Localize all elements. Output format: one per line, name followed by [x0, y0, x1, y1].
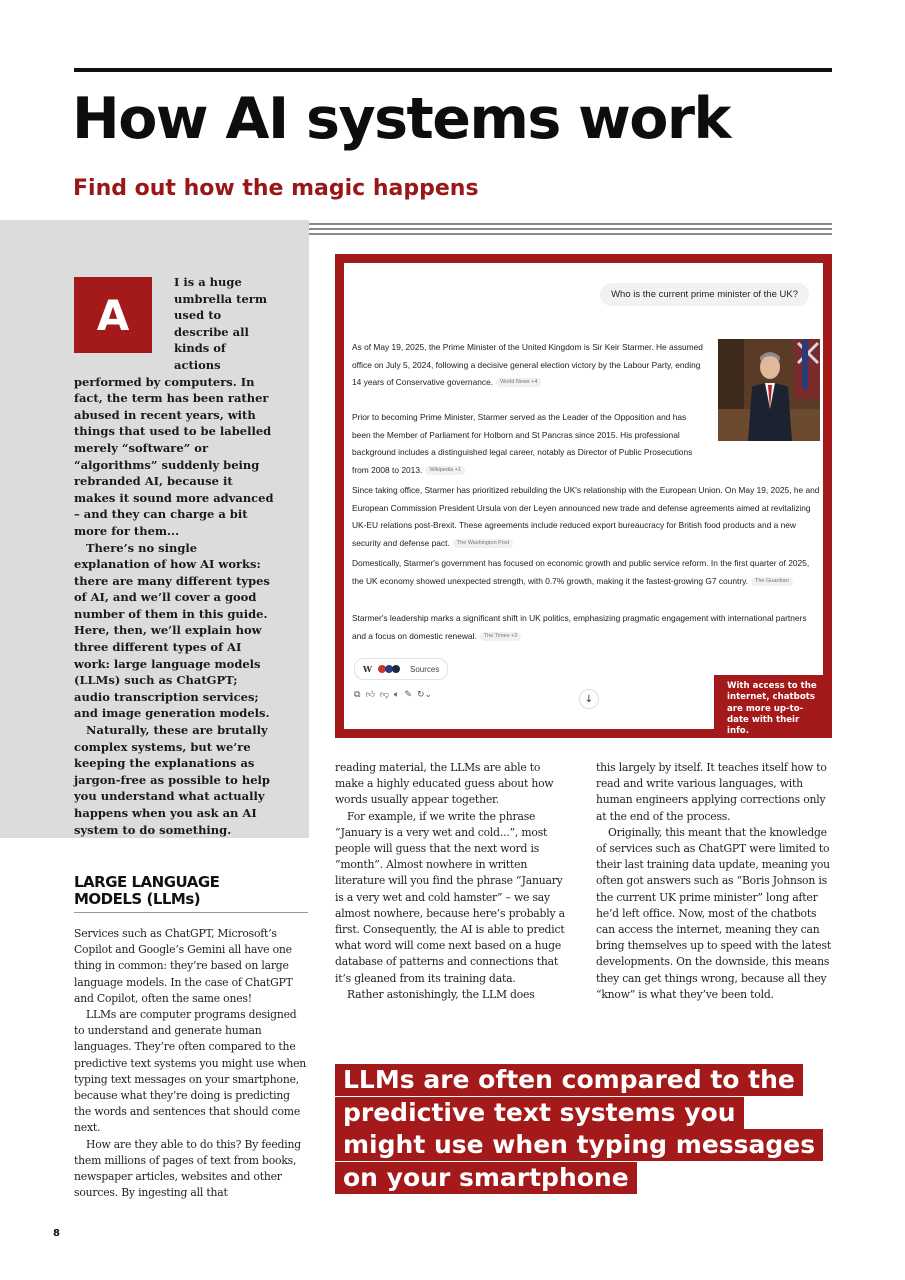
intro-paragraph: Naturally, these are brutally complex systems, but we’re keeping the explanations as jargon-free as possible to help you understand what actually happens when you ask an AI system to do something. [74, 723, 270, 837]
body-column-2 [335, 760, 571, 1003]
answer-paragraph: Since taking office, Starmer has prioritized rebuilding the UK's relationship with the European Union. On May 19, 2025, he and European Commission President Ursula von der Leyen announced new trade and defense agreements aimed at revitalizing UK-EU relations post-Brexit. These agreements include reduced export bureaucracy for British food products and a new security and defense pact. The Washington Post [352, 485, 820, 548]
source-logo-badges-icon [378, 664, 404, 674]
message-action-bar [354, 690, 432, 700]
body-paragraph: For example, if we write the phrase “January is a very wet and cold...”, most people will guess that the next word is “month”. Almost nowhere in written literature will you find the phrase “January is a very wet and cold hamster” – we say almost nowhere, because here’s probably a first. Consequently, the AI is able to predict what word will come next based on a huge database of patterns and connections that it’s gleaned from its training data. [335, 809, 565, 985]
user-question-bubble: Who is the current prime minister of the UK? [600, 283, 809, 306]
answer-paragraph: Starmer's leadership marks a significant shift in UK politics, emphasizing pragmatic engagement with international partners and a focus on domestic renewal. The Times +3 [352, 613, 807, 641]
body-paragraph: LLMs are computer programs designed to understand and generate human languages. They’re often compared to the predictive text systems you might use when typing text messages on your smartphone, because what they’re doing is predicting the words and sentences that should come next. [74, 1008, 307, 1135]
sources-button[interactable] [354, 658, 448, 680]
speaker-icon[interactable]: 🔈︎ [393, 690, 400, 700]
intro-paragraph: I is a huge umbrella term used to describe all kinds of actions performed by computers. In fact, the term has been rather abused in recent years, with things that used to be labelled merely “software” or “algorithms” suddenly being rebranded AI, because it makes it sound more advanced – and they can charge a bit more for them... [74, 275, 274, 538]
copy-icon[interactable]: ⧉ [354, 690, 361, 700]
pull-quote: LLMs are often compared to the predictive text systems you might use when typing messages on your smartphone [335, 1064, 825, 1194]
body-column-3 [596, 760, 832, 1003]
body-paragraph: Services such as ChatGPT, Microsoft’s Copilot and Google’s Gemini all have one thing in common: they’re based on large language models. In the case of ChatGPT and Copilot, often the same ones! [74, 927, 293, 1005]
thumbs-down-icon[interactable]: 👎︎ [379, 690, 389, 700]
chatbot-screenshot-frame [335, 254, 832, 738]
answer-paragraph: As of May 19, 2025, the Prime Minister of the United Kingdom is Sir Keir Starmer. He assumed office on July 5, 2024, following a decisive general election victory by the Labour Party, ending 14 years of Conservative governance. World News +4 [352, 342, 703, 387]
body-column-1 [74, 926, 310, 1201]
thumbs-up-icon[interactable]: 👍︎ [365, 690, 375, 700]
prime-minister-photo [718, 339, 820, 441]
drop-cap: A [74, 277, 152, 353]
intro-text [74, 274, 274, 838]
top-rule [74, 68, 832, 72]
screenshot-caption: With access to the internet, chatbots are more up-to-date with their info. [714, 675, 832, 735]
scroll-down-button[interactable]: ↓ [579, 689, 599, 709]
page-number: 8 [53, 1228, 60, 1239]
body-paragraph: How are they able to do this? By feeding them millions of pages of text from books, newspaper articles, websites and other sources. By ingesting all that [74, 1137, 301, 1200]
answer-paragraph: Domestically, Starmer's government has focused on economic growth and public service reform. In the first quarter of 2025, the UK economy showed unexpected strength, with 0.7% growth, making it the fastest-growing G7 country. The Guardian [352, 558, 810, 586]
section-heading: LARGE LANGUAGE MODELS (LLMs) [74, 873, 220, 908]
body-paragraph: Rather astonishingly, the LLM does [347, 987, 535, 1001]
intro-paragraph: There’s no single explanation of how AI works: there are many different types of AI, and we’ll cover a good number of them in this guide. Here, then, we’ll explain how three different types of AI work: large language models (LLMs) such as ChatGPT; audio transcription services; and image generation models. [74, 540, 270, 721]
source-chip[interactable]: The Washington Post [453, 539, 513, 548]
answer-paragraph: Prior to becoming Prime Minister, Starmer served as the Leader of the Opposition and has been the Member of Parliament for Holborn and St Pancras since 2015. His professional background includes a distinguished legal career, notably as Director of Public Prosecutions from 2008 to 2013. Wikipedia +1 [352, 412, 693, 475]
regenerate-icon[interactable]: ↻⌄ [416, 690, 433, 700]
page-subheadline: Find out how the magic happens [73, 176, 479, 201]
body-paragraph: this largely by itself. It teaches itself how to read and write various languages, with human engineers applying corrections only at the end of the process. [596, 761, 827, 823]
page-headline: How AI systems work [72, 86, 730, 152]
edit-icon[interactable]: ✎ [404, 690, 412, 700]
chatbot-screenshot [344, 263, 823, 737]
source-logos-icon: W [363, 664, 372, 674]
body-paragraph: reading material, the LLMs are able to make a highly educated guess about how words usually appear together. [335, 761, 554, 807]
sources-label: Sources [409, 664, 440, 674]
source-chip[interactable]: Wikipedia +1 [425, 466, 465, 475]
source-chip[interactable]: The Guardian [751, 577, 793, 586]
source-chip[interactable]: World News +4 [496, 378, 541, 387]
body-paragraph: Originally, this meant that the knowledge of services such as ChatGPT were limited to their last training data update, meaning you often got answers such as “Boris Johnson is the current UK prime minister” long after he’d left office. Now, most of the chatbots can access the internet, meaning they can bring themselves up to speed with the latest developments. On the downside, this means they can get things wrong, because all they “know” is what they’ve been told. [596, 825, 831, 1001]
section-rule [74, 912, 308, 913]
source-chip[interactable]: The Times +3 [480, 632, 521, 641]
